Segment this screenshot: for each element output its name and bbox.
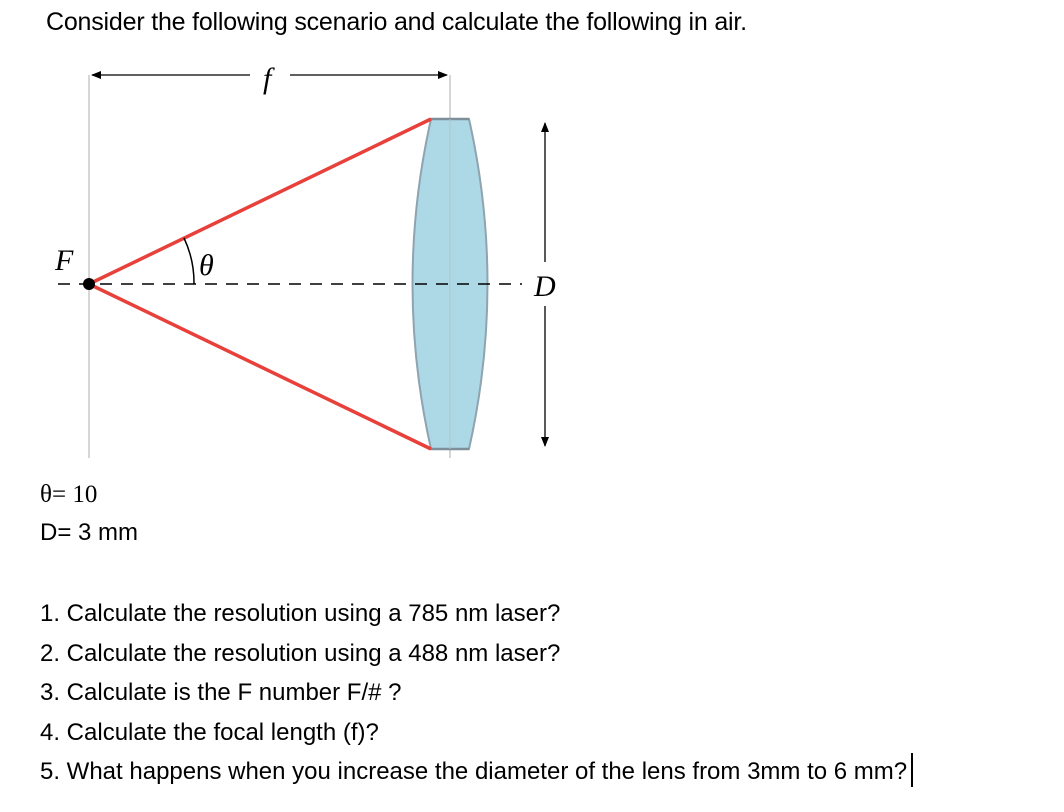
lower-ray xyxy=(89,284,431,449)
question-item-last xyxy=(40,752,913,792)
text-cursor[interactable] xyxy=(911,753,913,787)
angle-label: θ xyxy=(199,249,214,282)
angle-arc xyxy=(184,238,194,284)
diameter-label: D xyxy=(534,270,556,303)
given-diameter: D= 3 mm xyxy=(40,519,139,546)
upper-ray xyxy=(89,119,431,284)
question-text: 5. What happens when you increase the diameter of the lens from 3mm to 6 mm? xyxy=(40,758,908,785)
question-list xyxy=(40,594,913,792)
question-item: 3. Calculate is the F number F/# ? xyxy=(40,679,402,706)
focal-point-label: F xyxy=(55,244,74,277)
given-theta: θ= 10 xyxy=(40,481,98,508)
question-item: 4. Calculate the focal length (f)? xyxy=(40,718,379,746)
question-item: 2. Calculate the resolution using a 488 nm laser? xyxy=(40,639,561,667)
question-item: 1. Calculate the resolution using a 785 nm laser? xyxy=(40,600,561,627)
problem-heading: Consider the following scenario and calculate the following in air. xyxy=(46,8,747,36)
focal-length-label: f xyxy=(263,62,272,95)
focal-point xyxy=(83,278,95,290)
